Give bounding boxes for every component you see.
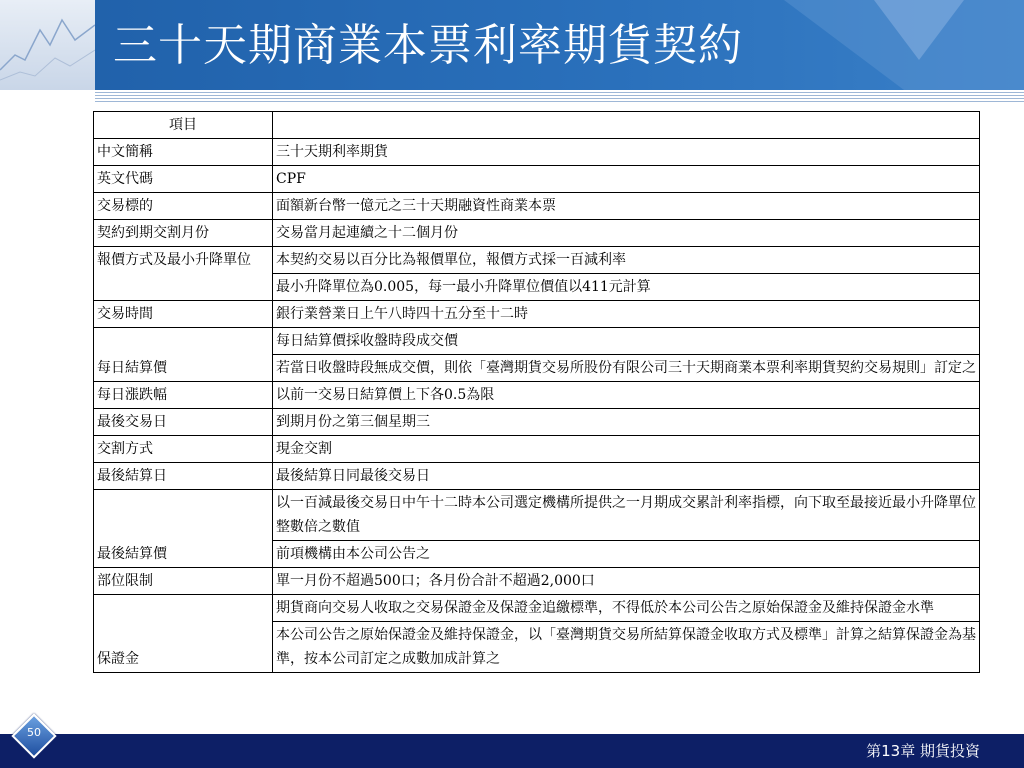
page-number: 50 [27,726,41,739]
row-label: 每日漲跌幅 [94,382,273,409]
table-row [94,409,980,436]
table-row [94,490,980,541]
table-row [94,595,980,622]
row-value: 現金交割 [273,436,980,463]
row-value: 本契約交易以百分比為報價單位，報價方式採一百減利率 [273,247,980,274]
row-label: 保證金 [94,595,273,673]
table-row [94,193,980,220]
row-value: 若當日收盤時段無成交價，則依「臺灣期貨交易所股份有限公司三十天期商業本票利率期貨契約交易規則」訂定之 [273,355,980,382]
chapter-label: 第13章 期貨投資 [866,742,980,760]
table-row [94,247,980,274]
table-row [94,568,980,595]
table-row [94,328,980,355]
row-value: CPF [273,166,980,193]
header-band [0,0,1024,90]
header-label: 項目 [94,112,273,139]
row-label: 每日結算價 [94,328,273,382]
page-title: 三十天期商業本票利率期貨契約 [113,20,743,71]
row-value: 期貨商向交易人收取之交易保證金及保證金追繳標準，不得低於本公司公告之原始保證金及維持保證金水準 [273,595,980,622]
table-header-row [94,112,980,139]
table-row [94,166,980,193]
row-value: 單一月份不超過500口；各月份合計不超過2,000口 [273,568,980,595]
row-value: 最小升降單位為0.005，每一最小升降單位價值以411元計算 [273,274,980,301]
row-label: 中文簡稱 [94,139,273,166]
row-value: 本公司公告之原始保證金及維持保證金，以「臺灣期貨交易所結算保證金收取方式及標準」計算之結算保證金為基準，按本公司訂定之成數加成計算之 [273,622,980,673]
chevron-decoration [724,0,1024,90]
row-label: 最後結算日 [94,463,273,490]
row-label: 最後交易日 [94,409,273,436]
row-value: 以前一交易日結算價上下各0.5為限 [273,382,980,409]
table-row [94,220,980,247]
row-label: 交易時間 [94,301,273,328]
chart-line-icon [0,0,95,90]
row-value: 前項機構由本公司公告之 [273,541,980,568]
row-value: 面額新台幣一億元之三十天期融資性商業本票 [273,193,980,220]
contract-spec-table [93,111,980,673]
row-value: 到期月份之第三個星期三 [273,409,980,436]
header-value [273,112,980,139]
row-label: 交割方式 [94,436,273,463]
table-row [94,436,980,463]
row-value: 以一百減最後交易日中午十二時本公司選定機構所提供之一月期成交累計利率指標，向下取至最接近最小升降單位整數倍之數值 [273,490,980,541]
header-decoration [0,0,95,90]
row-value: 每日結算價採收盤時段成交價 [273,328,980,355]
row-label: 交易標的 [94,193,273,220]
row-value: 三十天期利率期貨 [273,139,980,166]
row-value: 最後結算日同最後交易日 [273,463,980,490]
table-row [94,139,980,166]
row-label: 英文代碼 [94,166,273,193]
table-row [94,463,980,490]
header-rules [95,92,1024,112]
row-label: 部位限制 [94,568,273,595]
row-value: 銀行業營業日上午八時四十五分至十二時 [273,301,980,328]
row-label: 契約到期交割月份 [94,220,273,247]
row-label: 最後結算價 [94,490,273,568]
row-value: 交易當月起連續之十二個月份 [273,220,980,247]
table-row [94,301,980,328]
table-row [94,382,980,409]
row-label: 報價方式及最小升降單位 [94,247,273,301]
footer-bar [0,734,1024,768]
